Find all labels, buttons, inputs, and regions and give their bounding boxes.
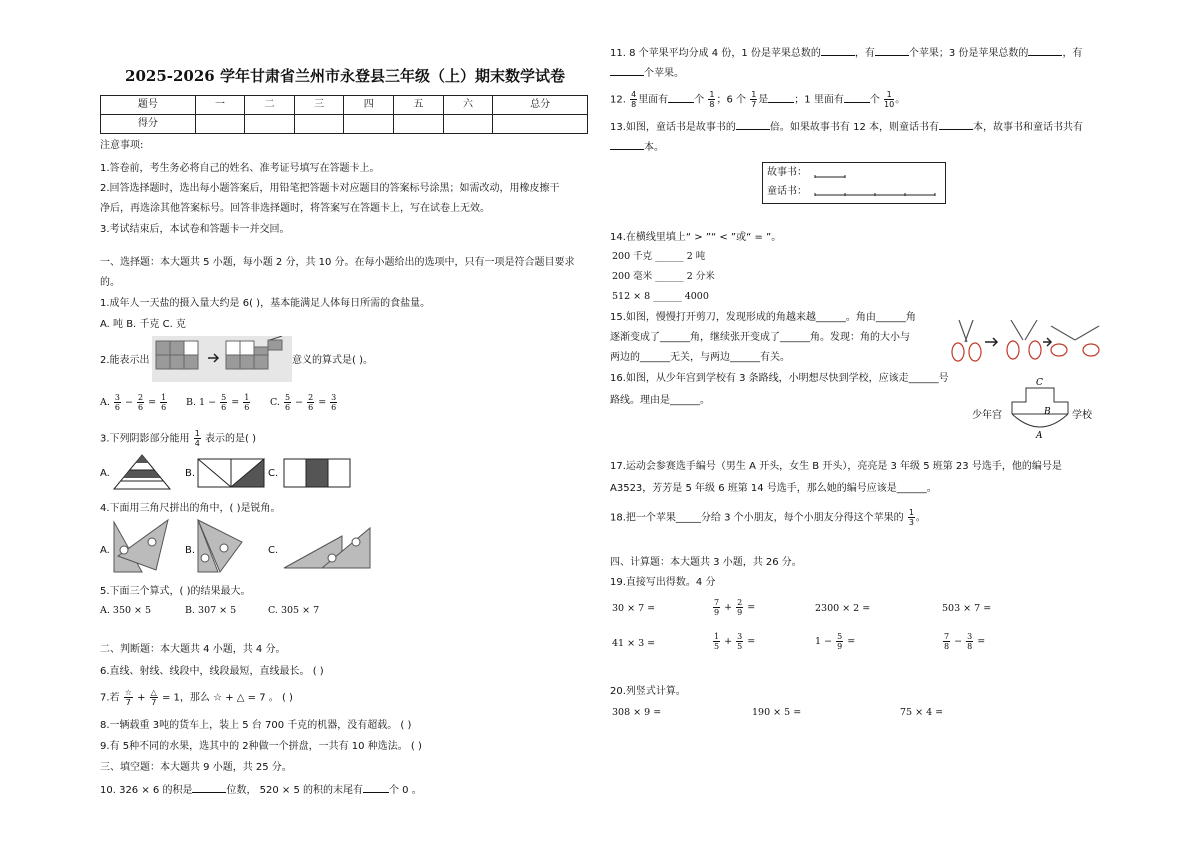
- question-2-option-b: B. 1 − $\frac{5}{6}$ = $\frac{1}{6}$: [186, 393, 250, 412]
- section4-heading: 四、计算题：本大题共 3 小题，共 26 分。: [610, 557, 802, 568]
- book-ratio-diagram: [762, 162, 946, 204]
- question-1-options: A. 吨 B. 千克 C. 克: [100, 319, 186, 330]
- question-1: 1.成年人一天盐的摄入量大约是 6( )，基本能满足人体每日所需的食盐量。: [100, 298, 431, 309]
- question-9: 9.有 5种不同的水果，选其中的 2种做一个拼盘，一共有 10 种选法。 ( ): [100, 741, 422, 752]
- question-text: 本。: [644, 142, 664, 153]
- question-text: 是: [758, 94, 769, 106]
- question-text: 个: [694, 94, 705, 106]
- score-table-row: [101, 115, 588, 134]
- option-label: C.: [270, 397, 280, 408]
- table-cell: 五: [394, 96, 444, 115]
- question-15-line: 逐渐变成了______角，继续张开变成了______角。发现：角的大小与: [610, 332, 910, 343]
- fraction: $\frac{1}{8}$: [709, 90, 715, 109]
- question-2-figure: [152, 336, 292, 382]
- calc-item: $\frac{7}{9}$ + $\frac{2}{9}$ =: [714, 598, 756, 617]
- section1-heading: 一、选择题：本大题共 5 小题，每小题 2 分，共 10 分。在每小题给出的选项中，只有一项是符合题目要求: [100, 257, 575, 268]
- fairy-tale-book-label: 童话书：: [767, 186, 807, 197]
- score-input-cell[interactable]: [195, 115, 245, 134]
- question-3-stem-end: 表示的是( ): [205, 433, 256, 445]
- question-14-item: 200 千克 ______ 2 吨: [612, 251, 706, 262]
- option-label: A.: [100, 545, 110, 556]
- question-4: 4.下面用三角尺拼出的角中，( )是锐角。: [100, 503, 281, 514]
- question-13: [610, 119, 1083, 135]
- question-text: ，有: [854, 48, 875, 59]
- question-5: 5.下面三个算式，( )的结果最大。: [100, 586, 251, 597]
- rectangle-triangle-figure: [196, 457, 266, 489]
- calc-item: [815, 632, 855, 651]
- section2-heading: 二、判断题：本大题共 4 小题，共 4 分。: [100, 644, 286, 655]
- question-20: 20.列竖式计算。: [610, 686, 686, 697]
- table-cell: 得分: [101, 115, 196, 134]
- fraction: $\frac{\triangle}{7}$: [150, 688, 157, 707]
- question-16-line: 16.如图，从少年宫到学校有 3 条路线，小明想尽快到学校，应该走______号: [610, 373, 949, 384]
- option-label: C.: [268, 545, 279, 556]
- question-text: 个苹果；3 份是苹果总数的: [908, 48, 1029, 59]
- question-14: 14.在横线里填上“ > ”“ < ”或“ = ”。: [610, 232, 782, 243]
- question-text: ；1 里面有: [794, 94, 844, 106]
- question-text: 位数， 520 × 5 的积的末尾有: [226, 785, 363, 796]
- fraction: $\frac{3}{6}$: [331, 393, 337, 412]
- score-input-cell[interactable]: [245, 115, 295, 134]
- fraction: $\frac{☆}{7}$: [124, 688, 132, 707]
- answer-blank[interactable]: [1028, 45, 1062, 56]
- start-label: 少年宫: [972, 410, 1002, 421]
- score-input-cell[interactable]: [294, 115, 344, 134]
- fraction: $\frac{1}{5}$: [714, 632, 720, 651]
- question-text: 12.: [610, 94, 626, 106]
- route-c-label: C: [1036, 378, 1043, 388]
- question-text: ，有: [1062, 48, 1083, 59]
- question-text: 。: [915, 512, 926, 524]
- story-book-label: 故事书：: [767, 167, 807, 178]
- table-cell: 题号: [101, 96, 196, 115]
- question-18: [610, 508, 926, 527]
- question-5-option-c: C. 305 × 7: [268, 605, 320, 616]
- fraction: $\frac{7}{8}$: [944, 632, 950, 651]
- set-squares-angle-c-figure: [282, 526, 372, 570]
- answer-blank[interactable]: [736, 119, 770, 130]
- note-item: 2.回答选择题时，选出每小题答案后，用铅笔把答题卡对应题目的答案标号涂黑；如需改动，用橡皮擦干: [100, 183, 560, 194]
- fraction: $\frac{5}{6}$: [221, 393, 227, 412]
- answer-blank[interactable]: [668, 92, 694, 103]
- note-item: 3.考试结束后，本试卷和答题卡一并交回。: [100, 224, 290, 235]
- option-label: A.: [100, 397, 110, 408]
- answer-blank[interactable]: [821, 45, 855, 56]
- notes-heading: 注意事项:: [100, 140, 144, 151]
- fraction: $\frac{1}{10}$: [884, 90, 895, 109]
- question-text: 个 0 。: [389, 785, 422, 796]
- fraction: $\frac{3}{5}$: [737, 632, 743, 651]
- question-2-stem: 2.能表示出: [100, 355, 150, 366]
- table-cell: 总分: [493, 96, 588, 115]
- fraction: $\frac{1}{4}$: [194, 429, 200, 448]
- scissors-opening-figure: [945, 316, 1105, 364]
- section3-heading: 三、填空题：本大题共 9 小题，共 25 分。: [100, 762, 292, 773]
- question-7-stem: 7.若: [100, 692, 120, 704]
- segment-bars: [813, 163, 943, 203]
- question-12: 12. $\frac{4}{8}$ 里面有 个 $\frac{1}{8}$ ；6 个 $\frac{1}{7}$ 是 ；1 里面有 个 $\frac{1}{10}$ 。: [610, 90, 906, 109]
- question-text: 10. 326 × 6 的积是: [100, 785, 193, 796]
- triangle-stripes-figure: [112, 454, 172, 490]
- vertical-calc-item: 308 × 9 =: [612, 707, 662, 718]
- table-cell: 一: [195, 96, 245, 115]
- question-16-line: 路线。理由是______。: [610, 395, 710, 406]
- question-2-stem-end: 意义的算式是( )。: [292, 355, 373, 366]
- fraction: $\frac{3}{8}$: [967, 632, 973, 651]
- question-5-option-a: A. 350 × 5: [100, 605, 152, 616]
- question-14-item: 200 毫米 ______ 2 分米: [612, 271, 715, 282]
- vertical-calc-item: 190 × 5 =: [752, 707, 802, 718]
- question-10: [100, 782, 422, 798]
- question-2-option-c: C. $\frac{5}{6}$ − $\frac{2}{6}$ = $\frac{3}{6}$: [270, 393, 337, 412]
- note-item: 1.答卷前，考生务必将自己的姓名、准考证号填写在答题卡上。: [100, 163, 380, 174]
- option-label: C.: [268, 468, 279, 479]
- answer-blank[interactable]: [844, 92, 870, 103]
- question-17-line: 17.运动会参赛选手编号（男生 A 开头，女生 B 开头），亮亮是 3 年级 5 班第 23 号选手，他的编号是: [610, 461, 1062, 472]
- option-label: B.: [185, 468, 196, 479]
- option-label: B.: [185, 545, 196, 556]
- question-15-line: 15.如图，慢慢打开剪刀，发现形成的角越来越______。角由______角: [610, 312, 916, 323]
- option-label: B.: [186, 397, 197, 408]
- question-text: 11. 8 个苹果平均分成 4 份，1 份是苹果总数的: [610, 48, 821, 59]
- question-15-line: 两边的______无关，与两边______有关。: [610, 352, 790, 363]
- question-7: 7.若 $\frac{☆}{7}$ + $\frac{\triangle}{7}$ = 1，那么 ☆ + △ = 7 。 ( ): [100, 688, 293, 707]
- fraction: $\frac{2}{6}$: [138, 393, 144, 412]
- note-item: 净后，再选涂其他答案标号。回答非选择题时，将答案写在答题卡上，写在试卷上无效。: [100, 203, 490, 214]
- fraction: $\frac{7}{9}$: [714, 598, 720, 617]
- question-text: 个苹果。: [644, 68, 684, 79]
- calc-item: $\frac{7}{8}$ − $\frac{3}{8}$ =: [944, 632, 986, 651]
- score-input-cell[interactable]: [344, 115, 394, 134]
- rectangle-strip-figure: [282, 457, 352, 489]
- fraction: $\frac{2}{6}$: [308, 393, 314, 412]
- answer-blank[interactable]: [610, 65, 644, 76]
- score-input-cell[interactable]: [443, 115, 493, 134]
- section1-heading-cont: 的。: [100, 277, 120, 288]
- score-table: [100, 95, 588, 134]
- question-7-stem-end: = 1，那么 ☆ + △ = 7 。 ( ): [162, 692, 293, 704]
- table-cell: 三: [294, 96, 344, 115]
- table-cell: 四: [344, 96, 394, 115]
- calc-item: 30 × 7 =: [612, 603, 656, 614]
- question-2-option-a: A. $\frac{3}{6}$ − $\frac{2}{6}$ = $\frac{1}{6}$: [100, 393, 167, 412]
- question-14-item: 512 × 8 ______ 4000: [612, 291, 709, 302]
- question-13-cont: [610, 139, 664, 155]
- fraction: $\frac{1}{7}$: [751, 90, 757, 109]
- set-squares-angle-a-figure: [112, 518, 172, 574]
- route-map-figure: [970, 374, 1100, 442]
- question-17-line: A3523，芳芳是 5 年级 6 班第 14 号选手，那么她的编号应该是______。: [610, 483, 937, 494]
- fraction: $\frac{5}{6}$: [284, 393, 291, 412]
- calc-text: 1 −: [815, 636, 833, 647]
- question-19: 19.直接写出得数。4 分: [610, 577, 716, 588]
- route-a-label: A: [1036, 431, 1043, 441]
- answer-blank[interactable]: [610, 139, 644, 150]
- answer-blank[interactable]: [363, 782, 389, 793]
- answer-blank[interactable]: [939, 119, 973, 130]
- calc-item: $\frac{1}{5}$ + $\frac{3}{5}$ =: [714, 632, 756, 651]
- question-11-cont: [610, 65, 684, 81]
- question-3-stem: 3.下列阴影部分能用: [100, 433, 190, 445]
- calc-item: 2300 × 2 =: [815, 603, 871, 614]
- question-11: [610, 45, 1082, 61]
- score-input-cell[interactable]: [493, 115, 588, 134]
- option-label: A.: [100, 468, 110, 479]
- question-text: 18.把一个苹果_____分给 3 个小朋友，每个小朋友分得这个苹果的: [610, 512, 904, 524]
- calc-text: =: [847, 636, 856, 647]
- question-5-option-b: B. 307 × 5: [185, 605, 237, 616]
- question-text: 里面有: [638, 94, 669, 106]
- calc-item: 503 × 7 =: [942, 603, 992, 614]
- answer-blank[interactable]: [875, 45, 909, 56]
- vertical-calc-item: 75 × 4 =: [900, 707, 944, 718]
- answer-blank[interactable]: [192, 782, 226, 793]
- page-title: 2025-2026 学年甘肃省兰州市永登县三年级（上）期末数学试卷: [125, 67, 565, 85]
- question-8: 8.一辆载重 3吨的货车上，装上 5 台 700 千克的机器，没有超载。 ( ): [100, 720, 412, 731]
- fraction: $\frac{1}{3}$: [908, 508, 914, 527]
- fraction: $\frac{1}{6}$: [244, 393, 250, 412]
- question-3: [100, 429, 256, 448]
- question-6: 6.直线、射线、线段中，线段最短，直线最长。 ( ): [100, 666, 324, 677]
- calc-item: 41 × 3 =: [612, 638, 656, 649]
- question-text: ；6 个: [716, 94, 747, 106]
- question-text: 13.如图，童话书是故事书的: [610, 122, 736, 133]
- fraction: $\frac{4}{8}$: [631, 90, 637, 109]
- question-text: 个: [869, 94, 880, 106]
- fraction: $\frac{3}{6}$: [114, 393, 121, 412]
- answer-blank[interactable]: [768, 92, 794, 103]
- score-table-header-row: [101, 96, 588, 115]
- score-input-cell[interactable]: [394, 115, 444, 134]
- question-text: 本，故事书和童话书共有: [973, 122, 1083, 133]
- question-text: 倍。如果故事书有 12 本，则童话书有: [769, 122, 939, 133]
- set-squares-angle-b-figure: [196, 518, 246, 574]
- table-cell: 二: [245, 96, 295, 115]
- table-cell: 六: [443, 96, 493, 115]
- fraction: $\frac{1}{6}$: [161, 393, 167, 412]
- fraction: $\frac{5}{9}$: [837, 632, 843, 651]
- route-b-label: B: [1044, 407, 1051, 417]
- end-label: 学校: [1072, 410, 1092, 421]
- fraction: $\frac{2}{9}$: [737, 598, 743, 617]
